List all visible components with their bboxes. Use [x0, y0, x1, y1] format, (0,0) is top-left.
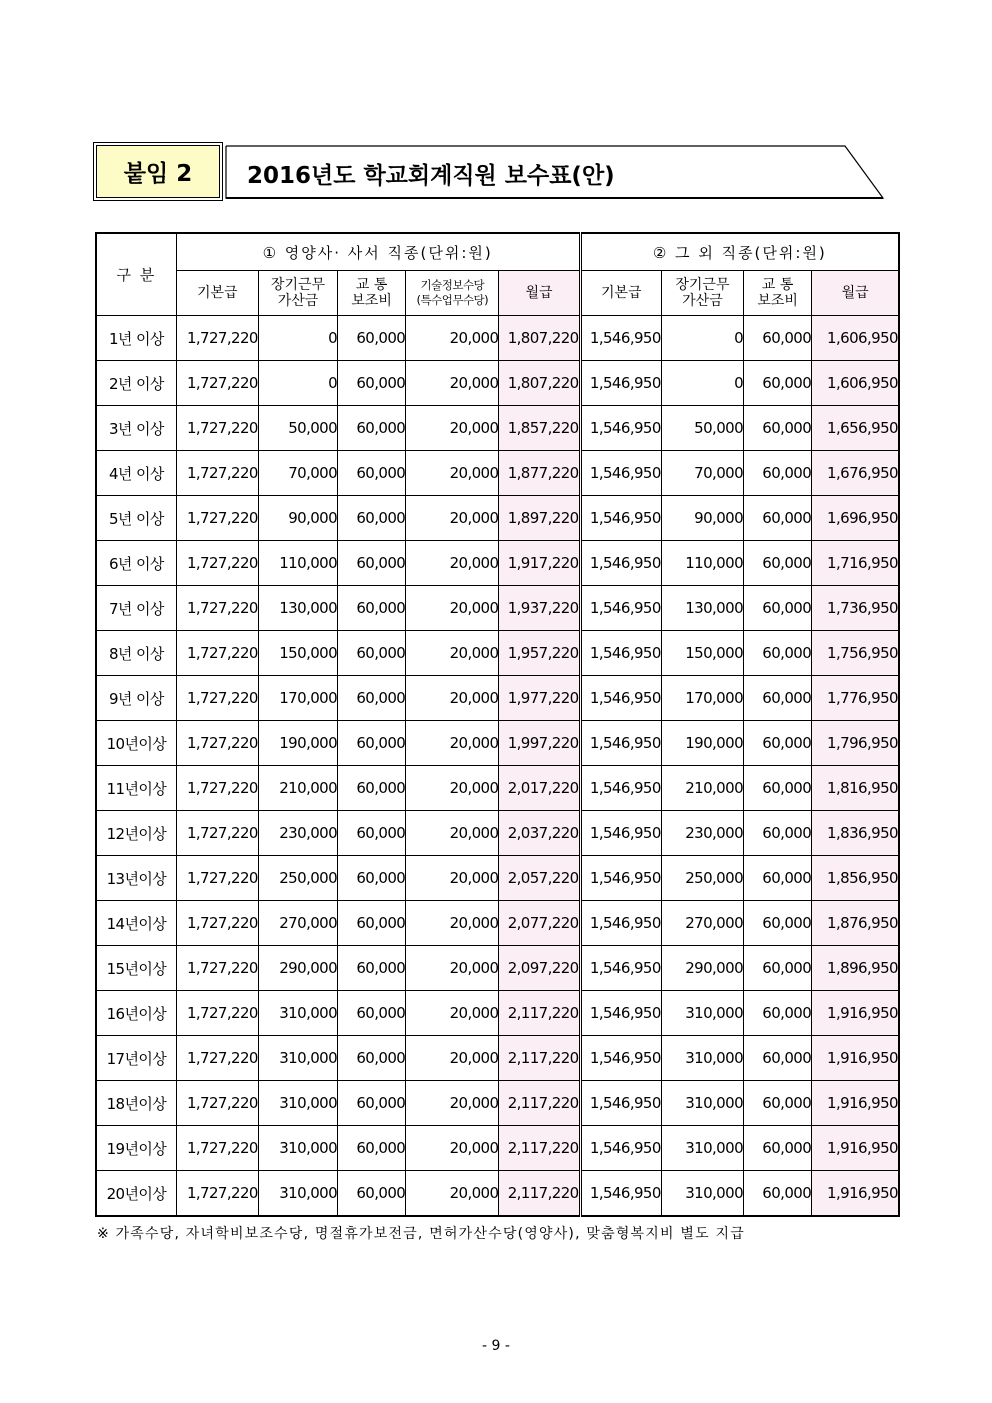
table-row [96, 496, 899, 541]
column-header-line: 월급 [525, 285, 553, 301]
row-label: 7년 이상 [96, 586, 176, 631]
monthly-pay-cell: 1,856,950 [812, 856, 899, 901]
column-header [744, 271, 812, 316]
corner-header: 구 분 [96, 233, 176, 316]
table-cell: 20,000 [406, 1081, 499, 1126]
table-row [96, 811, 899, 856]
table-cell: 50,000 [258, 406, 337, 451]
table-cell: 310,000 [258, 1036, 337, 1081]
monthly-pay-cell: 2,097,220 [499, 946, 580, 991]
table-row [96, 406, 899, 451]
table-cell: 0 [258, 361, 337, 406]
table-cell: 1,546,950 [580, 1126, 661, 1171]
column-header [661, 271, 743, 316]
table-cell: 310,000 [258, 1126, 337, 1171]
table-cell: 60,000 [744, 676, 812, 721]
column-header-line: 보조비 [351, 293, 392, 309]
monthly-pay-cell: 1,796,950 [812, 721, 899, 766]
table-cell: 60,000 [338, 361, 406, 406]
table-cell: 60,000 [338, 721, 406, 766]
monthly-pay-cell: 1,676,950 [812, 451, 899, 496]
table-cell: 60,000 [338, 316, 406, 361]
monthly-pay-cell: 1,957,220 [499, 631, 580, 676]
table-cell: 20,000 [406, 1126, 499, 1171]
table-cell: 60,000 [744, 1126, 812, 1171]
monthly-pay-cell: 1,997,220 [499, 721, 580, 766]
table-cell: 60,000 [744, 721, 812, 766]
table-cell: 1,546,950 [580, 946, 661, 991]
column-header-line: 기본급 [600, 285, 642, 301]
monthly-pay-cell: 2,077,220 [499, 901, 580, 946]
monthly-pay-cell: 1,916,950 [812, 991, 899, 1036]
table-row [96, 946, 899, 991]
table-cell: 50,000 [661, 406, 743, 451]
table-cell: 1,546,950 [580, 1171, 661, 1217]
monthly-pay-cell: 1,877,220 [499, 451, 580, 496]
column-header-line: (특수업무수당) [416, 293, 489, 307]
row-label: 9년 이상 [96, 676, 176, 721]
table-cell: 1,727,220 [176, 946, 258, 991]
table-row [96, 451, 899, 496]
table-cell: 60,000 [338, 541, 406, 586]
column-header-line: 보조비 [757, 293, 798, 309]
table-cell: 60,000 [338, 631, 406, 676]
row-label: 12년이상 [96, 811, 176, 856]
table-cell: 210,000 [661, 766, 743, 811]
column-header [176, 271, 258, 316]
monthly-pay-cell: 1,807,220 [499, 316, 580, 361]
table-row [96, 901, 899, 946]
table-cell: 1,546,950 [580, 856, 661, 901]
table-cell: 60,000 [744, 1036, 812, 1081]
table-cell: 60,000 [744, 316, 812, 361]
table-cell: 0 [661, 316, 743, 361]
table-cell: 270,000 [661, 901, 743, 946]
table-cell: 1,546,950 [580, 496, 661, 541]
table-cell: 20,000 [406, 856, 499, 901]
table-cell: 1,546,950 [580, 586, 661, 631]
table-cell: 1,546,950 [580, 811, 661, 856]
table-cell: 60,000 [338, 586, 406, 631]
monthly-pay-cell: 1,716,950 [812, 541, 899, 586]
table-cell: 310,000 [661, 991, 743, 1036]
table-cell: 60,000 [338, 946, 406, 991]
table-cell: 60,000 [338, 451, 406, 496]
table-cell: 1,727,220 [176, 1171, 258, 1217]
row-label: 15년이상 [96, 946, 176, 991]
table-cell: 1,546,950 [580, 451, 661, 496]
column-header-line: 장기근무 [675, 277, 730, 293]
table-cell: 60,000 [744, 946, 812, 991]
table-cell: 60,000 [338, 991, 406, 1036]
row-label: 19년이상 [96, 1126, 176, 1171]
monthly-pay-cell: 1,807,220 [499, 361, 580, 406]
table-cell: 230,000 [258, 811, 337, 856]
table-cell: 310,000 [661, 1081, 743, 1126]
table-cell: 1,727,220 [176, 856, 258, 901]
table-cell: 270,000 [258, 901, 337, 946]
column-header [580, 271, 661, 316]
table-cell: 130,000 [661, 586, 743, 631]
table-cell: 310,000 [258, 1171, 337, 1217]
table-cell: 290,000 [661, 946, 743, 991]
table-row [96, 586, 899, 631]
table-cell: 1,727,220 [176, 1126, 258, 1171]
monthly-pay-cell: 1,857,220 [499, 406, 580, 451]
monthly-pay-cell: 1,917,220 [499, 541, 580, 586]
table-cell: 60,000 [338, 1126, 406, 1171]
table-cell: 60,000 [338, 406, 406, 451]
monthly-pay-cell: 1,696,950 [812, 496, 899, 541]
row-label: 1년 이상 [96, 316, 176, 361]
table-cell: 1,546,950 [580, 1081, 661, 1126]
column-header-line: 월급 [841, 285, 869, 301]
table-cell: 20,000 [406, 766, 499, 811]
table-cell: 310,000 [661, 1171, 743, 1217]
row-label: 6년 이상 [96, 541, 176, 586]
attachment-badge: 붙임 2 [96, 145, 220, 198]
table-row [96, 541, 899, 586]
table-cell: 1,727,220 [176, 541, 258, 586]
row-label: 20년이상 [96, 1171, 176, 1217]
table-cell: 60,000 [744, 631, 812, 676]
row-label: 2년 이상 [96, 361, 176, 406]
table-row [96, 316, 899, 361]
table-cell: 1,727,220 [176, 721, 258, 766]
table-cell: 1,546,950 [580, 901, 661, 946]
table-cell: 1,727,220 [176, 406, 258, 451]
table-cell: 20,000 [406, 811, 499, 856]
table-cell: 1,727,220 [176, 361, 258, 406]
table-cell: 60,000 [744, 901, 812, 946]
table-cell: 310,000 [258, 991, 337, 1036]
table-cell: 20,000 [406, 1171, 499, 1217]
group1-header: ① 영양사· 사서 직종(단위:원) [176, 233, 580, 271]
monthly-pay-cell: 1,736,950 [812, 586, 899, 631]
table-cell: 1,727,220 [176, 1081, 258, 1126]
table-row [96, 1036, 899, 1081]
table-row [96, 856, 899, 901]
table-cell: 1,727,220 [176, 1036, 258, 1081]
column-header [338, 271, 406, 316]
table-cell: 110,000 [661, 541, 743, 586]
table-cell: 60,000 [338, 1036, 406, 1081]
table-cell: 1,546,950 [580, 316, 661, 361]
table-row [96, 1081, 899, 1126]
table-cell: 60,000 [338, 856, 406, 901]
table-row [96, 1171, 899, 1217]
monthly-pay-cell: 2,117,220 [499, 991, 580, 1036]
monthly-pay-cell: 1,977,220 [499, 676, 580, 721]
monthly-pay-cell: 1,916,950 [812, 1081, 899, 1126]
table-cell: 310,000 [661, 1126, 743, 1171]
table-cell: 150,000 [258, 631, 337, 676]
column-header [258, 271, 337, 316]
table-cell: 1,727,220 [176, 496, 258, 541]
table-cell: 90,000 [661, 496, 743, 541]
table-cell: 60,000 [744, 766, 812, 811]
table-cell: 0 [661, 361, 743, 406]
monthly-pay-cell: 2,117,220 [499, 1171, 580, 1217]
table-cell: 60,000 [744, 1171, 812, 1217]
table-cell: 20,000 [406, 451, 499, 496]
table-cell: 1,727,220 [176, 316, 258, 361]
column-header-line: 장기근무 [270, 277, 326, 293]
table-cell: 170,000 [258, 676, 337, 721]
table-cell: 250,000 [661, 856, 743, 901]
table-cell: 90,000 [258, 496, 337, 541]
table-row [96, 631, 899, 676]
table-cell: 310,000 [258, 1081, 337, 1126]
footnote: ※ 가족수당, 자녀학비보조수당, 명절휴가보전금, 면허가산수당(영양사), 맞춤형복지비 별도 지급 [97, 1226, 745, 1242]
table-cell: 1,546,950 [580, 766, 661, 811]
monthly-pay-cell: 1,756,950 [812, 631, 899, 676]
table-cell: 20,000 [406, 721, 499, 766]
row-label: 16년이상 [96, 991, 176, 1036]
table-cell: 170,000 [661, 676, 743, 721]
monthly-pay-cell: 2,017,220 [499, 766, 580, 811]
table-cell: 20,000 [406, 991, 499, 1036]
table-cell: 20,000 [406, 316, 499, 361]
table-cell: 60,000 [744, 1081, 812, 1126]
table-cell: 1,727,220 [176, 811, 258, 856]
column-header-line: 가산금 [682, 293, 723, 309]
monthly-pay-cell: 1,606,950 [812, 316, 899, 361]
page-title: 2016년도 학교회계직원 보수표(안) [247, 163, 615, 189]
table-cell: 1,727,220 [176, 766, 258, 811]
table-cell: 1,546,950 [580, 406, 661, 451]
table-cell: 60,000 [744, 586, 812, 631]
table-cell: 310,000 [661, 1036, 743, 1081]
table-cell: 150,000 [661, 631, 743, 676]
table-cell: 1,727,220 [176, 631, 258, 676]
table-cell: 20,000 [406, 631, 499, 676]
column-header [406, 271, 499, 316]
monthly-pay-cell: 1,916,950 [812, 1171, 899, 1217]
table-row [96, 1126, 899, 1171]
table-cell: 1,546,950 [580, 991, 661, 1036]
row-label: 5년 이상 [96, 496, 176, 541]
table-cell: 60,000 [744, 451, 812, 496]
column-header-line: 기술정보수당 [420, 278, 485, 292]
row-label: 18년이상 [96, 1081, 176, 1126]
table-cell: 60,000 [744, 541, 812, 586]
table-row [96, 676, 899, 721]
row-label: 4년 이상 [96, 451, 176, 496]
column-header-line: 교 통 [761, 277, 794, 293]
table-cell: 1,727,220 [176, 586, 258, 631]
table-cell: 20,000 [406, 946, 499, 991]
table-cell: 1,727,220 [176, 676, 258, 721]
table-cell: 1,546,950 [580, 541, 661, 586]
table-row [96, 721, 899, 766]
table-cell: 60,000 [744, 811, 812, 856]
table-cell: 1,727,220 [176, 451, 258, 496]
column-header-line: 기본급 [197, 285, 238, 301]
monthly-pay-cell: 1,656,950 [812, 406, 899, 451]
table-cell: 210,000 [258, 766, 337, 811]
title-box [225, 145, 885, 199]
row-label: 14년이상 [96, 901, 176, 946]
monthly-pay-cell: 1,916,950 [812, 1036, 899, 1081]
table-cell: 60,000 [338, 766, 406, 811]
table-cell: 290,000 [258, 946, 337, 991]
monthly-pay-cell: 1,816,950 [812, 766, 899, 811]
monthly-pay-cell: 1,937,220 [499, 586, 580, 631]
row-label: 8년 이상 [96, 631, 176, 676]
table-cell: 60,000 [338, 496, 406, 541]
column-header [499, 271, 580, 316]
table-cell: 190,000 [258, 721, 337, 766]
table-cell: 60,000 [338, 1171, 406, 1217]
monthly-pay-cell: 2,037,220 [499, 811, 580, 856]
table-cell: 1,546,950 [580, 721, 661, 766]
monthly-pay-cell: 2,117,220 [499, 1081, 580, 1126]
row-label: 17년이상 [96, 1036, 176, 1081]
table-cell: 1,546,950 [580, 631, 661, 676]
table-cell: 20,000 [406, 901, 499, 946]
table-cell: 0 [258, 316, 337, 361]
table-cell: 1,727,220 [176, 991, 258, 1036]
table-cell: 20,000 [406, 361, 499, 406]
table-cell: 60,000 [338, 676, 406, 721]
monthly-pay-cell: 1,776,950 [812, 676, 899, 721]
monthly-pay-cell: 1,876,950 [812, 901, 899, 946]
table-cell: 20,000 [406, 496, 499, 541]
table-cell: 230,000 [661, 811, 743, 856]
table-cell: 60,000 [338, 901, 406, 946]
monthly-pay-cell: 1,897,220 [499, 496, 580, 541]
table-cell: 20,000 [406, 586, 499, 631]
row-label: 10년이상 [96, 721, 176, 766]
salary-table [95, 232, 900, 1217]
table-cell: 60,000 [744, 496, 812, 541]
table-cell: 1,546,950 [580, 361, 661, 406]
monthly-pay-cell: 1,896,950 [812, 946, 899, 991]
table-cell: 60,000 [744, 991, 812, 1036]
column-header-line: 가산금 [277, 293, 319, 309]
table-cell: 20,000 [406, 541, 499, 586]
row-label: 3년 이상 [96, 406, 176, 451]
group2-header: ② 그 외 직종(단위:원) [580, 233, 899, 271]
table-cell: 20,000 [406, 676, 499, 721]
table-cell: 60,000 [744, 406, 812, 451]
column-header-line: 교 통 [355, 277, 388, 293]
table-cell: 250,000 [258, 856, 337, 901]
table-row [96, 361, 899, 406]
table-row [96, 766, 899, 811]
table-cell: 1,546,950 [580, 676, 661, 721]
table-cell: 60,000 [744, 856, 812, 901]
table-cell: 130,000 [258, 586, 337, 631]
table-row [96, 991, 899, 1036]
row-label: 13년이상 [96, 856, 176, 901]
table-cell: 60,000 [744, 361, 812, 406]
monthly-pay-cell: 2,117,220 [499, 1036, 580, 1081]
table-cell: 70,000 [661, 451, 743, 496]
monthly-pay-cell: 2,117,220 [499, 1126, 580, 1171]
table-cell: 190,000 [661, 721, 743, 766]
page-number: - 9 - [482, 1338, 510, 1354]
monthly-pay-cell: 1,916,950 [812, 1126, 899, 1171]
table-cell: 70,000 [258, 451, 337, 496]
table-cell: 60,000 [338, 811, 406, 856]
monthly-pay-cell: 1,836,950 [812, 811, 899, 856]
table-cell: 1,546,950 [580, 1036, 661, 1081]
table-cell: 20,000 [406, 406, 499, 451]
column-header [812, 271, 899, 316]
table-cell: 60,000 [338, 1081, 406, 1126]
table-cell: 1,727,220 [176, 901, 258, 946]
table-cell: 110,000 [258, 541, 337, 586]
table-cell: 20,000 [406, 1036, 499, 1081]
monthly-pay-cell: 1,606,950 [812, 361, 899, 406]
monthly-pay-cell: 2,057,220 [499, 856, 580, 901]
row-label: 11년이상 [96, 766, 176, 811]
